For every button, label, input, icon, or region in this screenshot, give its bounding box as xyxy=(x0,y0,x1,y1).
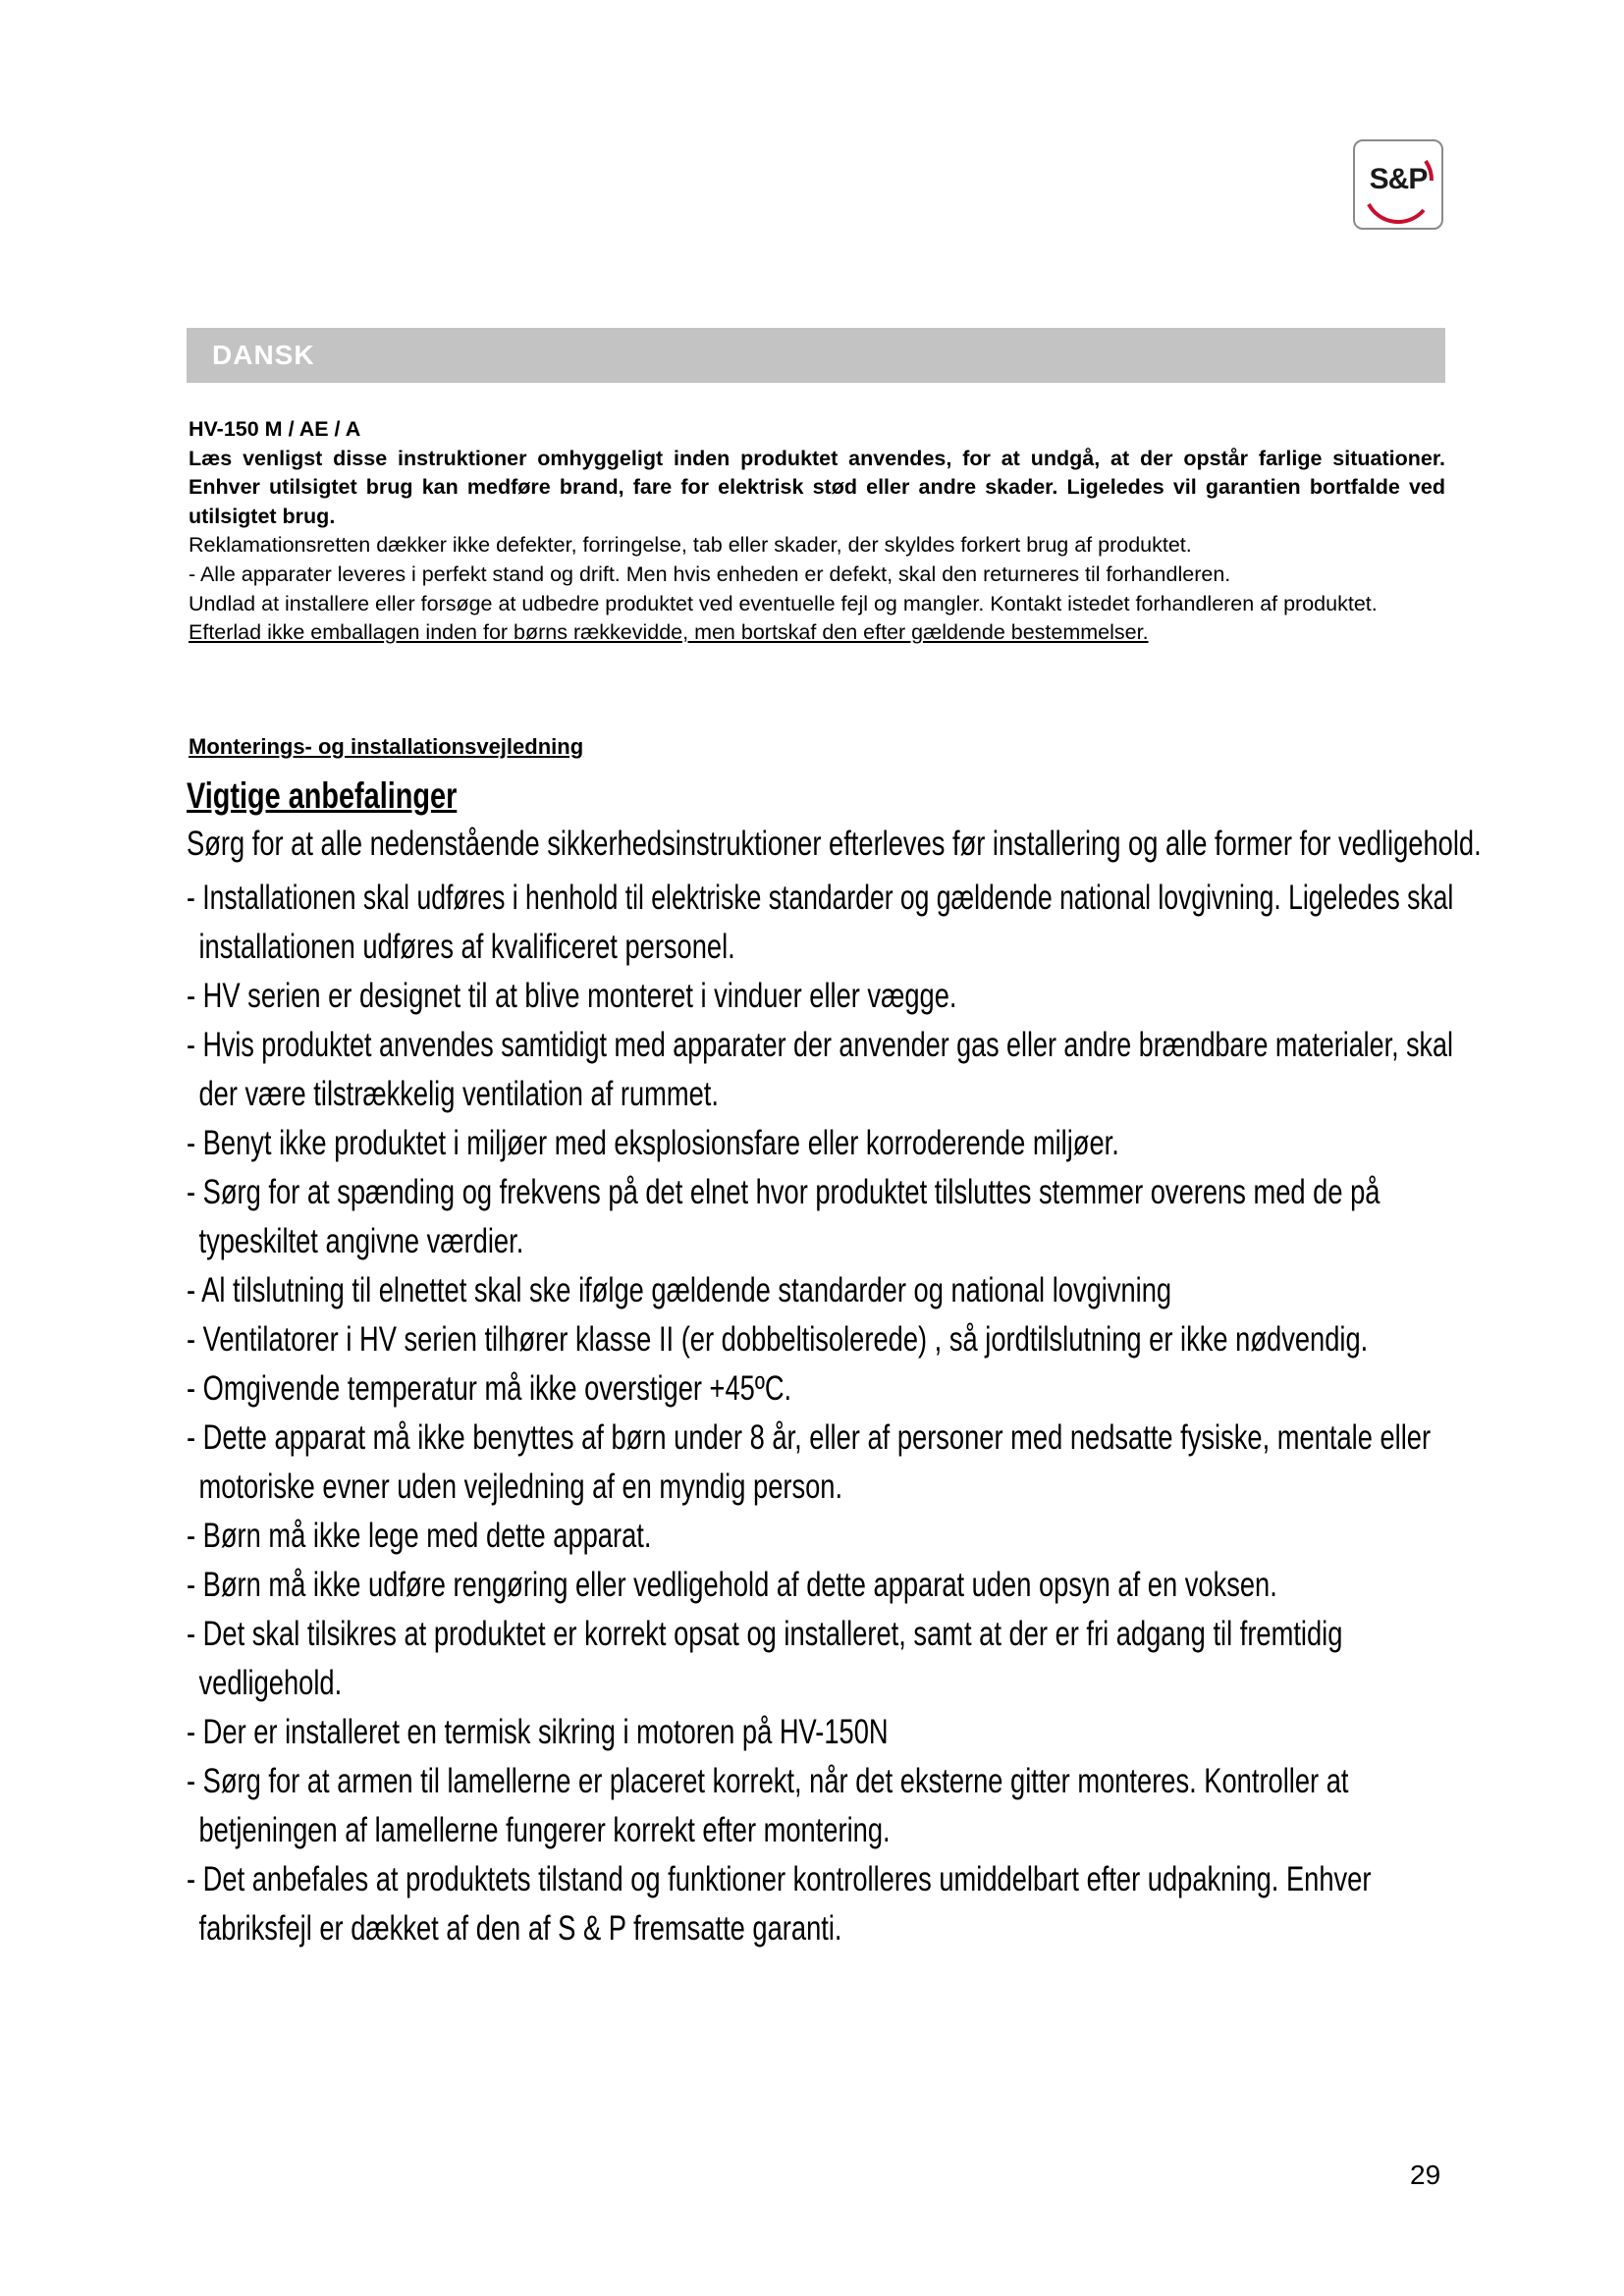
recommendation-continuation: typeskiltet angivne værdier. xyxy=(198,1222,524,1260)
recommendation-line: - Benyt ikke produktet i miljøer med eksplosionsfare eller korroderende miljøer. xyxy=(187,1124,1119,1162)
recommendations-list xyxy=(187,874,1453,1953)
page-number: 29 xyxy=(1410,2160,1441,2190)
recommendation-line: - Der er installeret en termisk sikring i motoren på HV-150N xyxy=(187,1713,889,1751)
recommendation-item xyxy=(187,1266,1453,1315)
repair-text: Undlad at installere eller forsøge at udbedre produktet ved eventuelle fejl og mangler. Kontakt istedet forhandleren af produktet. xyxy=(189,591,1378,615)
recommendation-continuation: vedligehold. xyxy=(198,1664,343,1702)
recommendation-continuation: motoriske evner uden vejledning af en myndig person. xyxy=(198,1468,843,1506)
recommendation-item xyxy=(187,1708,1453,1757)
recommendation-continuation: fabriksfejl er dækket af den af S & P fremsatte garanti. xyxy=(198,1909,842,1948)
section-heading: Monterings- og installationsvejledning xyxy=(189,734,584,759)
recommendation-item xyxy=(187,1168,1453,1266)
recommendation-item xyxy=(187,1610,1453,1708)
recommendation-line: - Sørg for at armen til lamellerne er placeret korrekt, når det eksterne gitter monteres. Kontroller at xyxy=(187,1762,1349,1800)
recommendation-item xyxy=(187,972,1453,1021)
recommendation-continuation: betjeningen af lamellerne fungerer korrekt efter montering. xyxy=(198,1811,891,1849)
language-label: DANSK xyxy=(212,340,315,370)
recommendation-line: - Det anbefales at produktets tilstand og funktioner kontrolleres umiddelbart efter udpakning. Enhver xyxy=(187,1860,1372,1898)
recommendation-item xyxy=(187,1021,1453,1119)
model-title: HV-150 M / AE / A xyxy=(189,417,361,441)
packaging-text: Efterlad ikke emballagen inden for børns rækkevidde, men bortskaf den efter gældende bestemmelser. xyxy=(189,620,1149,645)
language-bar xyxy=(187,328,1445,383)
recommendation-line: - Omgivende temperatur må ikke overstiger +45ºC. xyxy=(187,1369,792,1408)
recommendation-line: - Dette apparat må ikke benyttes af børn under 8 år, eller af personer med nedsatte fysiske, mentale eller xyxy=(187,1418,1432,1457)
claim-text: Reklamationsretten dækker ikke defekter, forringelse, tab eller skader, der skyldes forkert brug af produktet. xyxy=(189,533,1192,558)
delivery-text: - Alle apparater leveres i perfekt stand og drift. Men hvis enheden er defekt, skal den returneres til forhandleren. xyxy=(189,561,1231,586)
recommendation-item xyxy=(187,874,1453,972)
recommendation-line: - Det skal tilsikres at produktet er korrekt opsat og installeret, samt at der er fri adgang til fremtidig xyxy=(187,1615,1343,1653)
intro-section xyxy=(189,415,1445,648)
recommendations-section xyxy=(187,775,1482,1953)
recommendation-line: - Installationen skal udføres i henhold til elektriske standarder og gældende national lovgivning. Ligeledes skal xyxy=(187,879,1454,917)
recommendation-item xyxy=(187,1561,1453,1610)
recommendation-line: - Børn må ikke udføre rengøring eller vedligehold af dette apparat uden opsyn af en voksen. xyxy=(187,1566,1277,1604)
recommendation-item xyxy=(187,1855,1453,1953)
recommendation-continuation: der være tilstrækkelig ventilation af rummet. xyxy=(198,1075,719,1113)
recommendation-item xyxy=(187,1757,1453,1855)
recommendation-continuation: installationen udføres af kvalificeret personel. xyxy=(198,928,735,966)
recommendation-item xyxy=(187,1119,1453,1168)
recommendation-line: - Hvis produktet anvendes samtidigt med apparater der anvender gas eller andre brændbare materialer, skal xyxy=(187,1026,1453,1064)
recommendation-item xyxy=(187,1414,1453,1512)
sp-logo xyxy=(1353,139,1443,230)
recommendation-line: - HV serien er designet til at blive monteret i vinduer eller vægge. xyxy=(187,977,957,1015)
recommendation-item xyxy=(187,1512,1453,1561)
recommendations-title: Vigtige anbefalinger xyxy=(187,775,458,816)
recommendation-line: - Børn må ikke lege med dette apparat. xyxy=(187,1517,652,1555)
recommendation-item xyxy=(187,1364,1453,1414)
recommendation-line: - Al tilslutning til elnettet skal ske ifølge gældende standarder og national lovgivning xyxy=(187,1271,1172,1309)
logo-text: S&P xyxy=(1369,163,1428,195)
recommendation-line: - Ventilatorer i HV serien tilhører klasse II (er dobbeltisolerede) , så jordtilslutning er ikke nødvendig. xyxy=(187,1320,1369,1359)
recommendation-line: - Sørg for at spænding og frekvens på det elnet hvor produktet tilsluttes stemmer overens med de på xyxy=(187,1173,1380,1211)
recommendations-intro: Sørg for at alle nedenstående sikkerhedsinstruktioner efterleves før installering og alle former for vedligehold. xyxy=(187,825,1482,863)
recommendation-item xyxy=(187,1315,1453,1364)
safety-warning: Læs venligst disse instruktioner omhyggeligt inden produktet anvendes, for at undgå, at der opstår farlige situationer. Enhver utilsigtet brug kan medføre brand, fare for elektrisk stød eller andre skader. Ligeledes vil garantien bortfalde ved utilsigtet brug. xyxy=(189,446,1445,528)
